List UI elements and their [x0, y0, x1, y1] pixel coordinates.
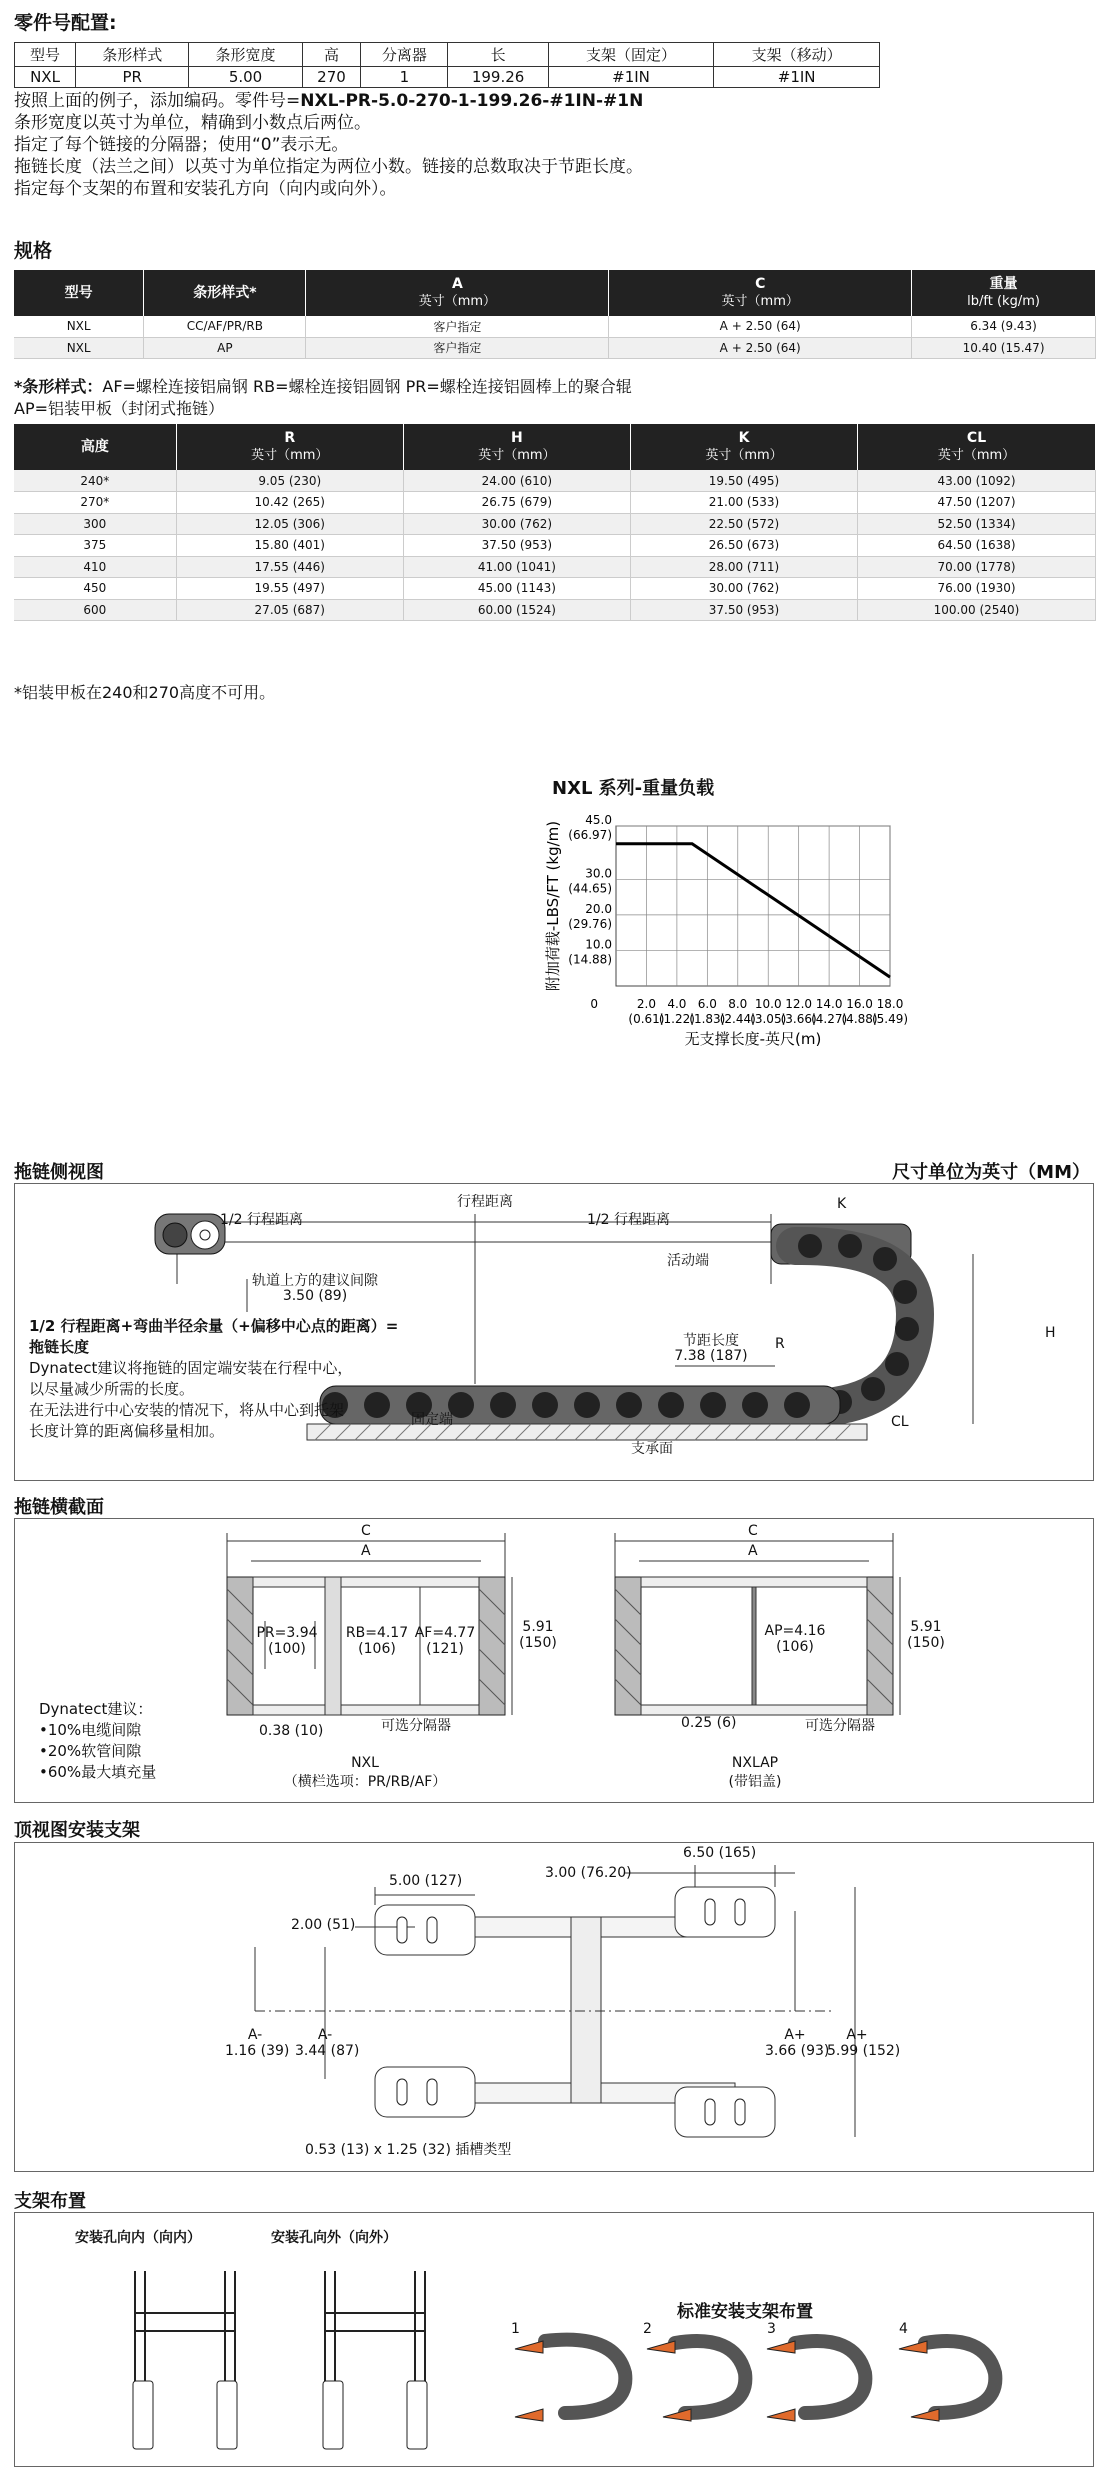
part-number-table — [14, 42, 880, 88]
spec-header — [14, 424, 176, 470]
dim-a-minus-116: A- 1.16 (39) — [225, 2027, 290, 2059]
dim-300: 3.00 (76.20) — [545, 1865, 632, 1881]
x-tick-label: 2.0 — [636, 997, 656, 1011]
part-number-title: 零件号配置: — [14, 12, 117, 34]
y-axis-label: 附加荷载-LBS/FT (kg/m) — [544, 820, 562, 992]
spec-header-main: K — [738, 430, 750, 446]
bracket-box — [14, 2212, 1094, 2467]
r-label: R — [775, 1336, 785, 1352]
plot-area — [616, 826, 890, 986]
a-label-2: A — [748, 1543, 758, 1559]
table-cell: 9.05 (230) — [176, 470, 403, 492]
arrangement-2: 2 — [643, 2321, 652, 2337]
specs-title: 规格 — [14, 240, 53, 262]
x-tick-label-metric: (4.88) — [841, 1012, 878, 1026]
dynatect-recommendation: Dynatect建议： •10%电缆间隙 •20%软管间隙 •60%最大填充量 — [39, 1700, 157, 1781]
arrangement-4: 4 — [899, 2321, 908, 2337]
spec-header — [306, 270, 609, 316]
table-cell: 41.00 (1041) — [403, 556, 630, 578]
table-row — [14, 492, 1096, 514]
y-tick-label: 30.0 — [585, 866, 612, 881]
chain-link — [490, 1392, 516, 1418]
table-row — [14, 556, 1096, 578]
divider-label-1: 可选分隔器 — [381, 1718, 451, 1734]
side-view-title: 拖链侧视图 — [14, 1162, 104, 1183]
table-cell: 270* — [14, 492, 176, 514]
spec-header-main: R — [284, 430, 296, 446]
fixed-end-label: 固定端 — [411, 1412, 453, 1428]
x-tick-label-metric: (0.61) — [628, 1012, 665, 1026]
y-tick-label-metric: (29.76) — [568, 916, 612, 931]
table-cell: 12.05 (306) — [176, 513, 403, 535]
table-cell: 10.42 (265) — [176, 492, 403, 514]
arrangement-1: 1 — [511, 2321, 520, 2337]
clearance-label: 轨道上方的建议间隙 — [252, 1273, 378, 1289]
note-line: 指定了每个链接的分隔器；使用“0”表示无。 — [14, 135, 349, 155]
table-row — [14, 470, 1096, 492]
x-tick-label: 14.0 — [815, 997, 843, 1011]
half-travel-right-label: 1/2 行程距离 — [587, 1212, 670, 1228]
table-cell: 17.55 (446) — [176, 556, 403, 578]
spec-header-main: 型号 — [64, 284, 93, 301]
pitch-value: 7.38 (187) — [674, 1348, 748, 1364]
x-tick-label: 6.0 — [697, 997, 717, 1011]
chain-link — [784, 1392, 810, 1418]
outward-label: 安装孔向外（向外） — [271, 2230, 397, 2246]
x-axis-label: 无支撑长度-英尺(m) — [684, 1030, 822, 1048]
table-cell: NXL — [14, 337, 144, 358]
table-cell: 76.00 (1930) — [858, 578, 1096, 600]
units-note: 尺寸单位为英寸（MM） — [892, 1162, 1090, 1183]
table-cell: 37.50 (953) — [630, 599, 857, 621]
table-cell: 240* — [14, 470, 176, 492]
spec-header — [176, 424, 403, 470]
table-cell: 450 — [14, 578, 176, 600]
table-cell: 27.05 (687) — [176, 599, 403, 621]
divider-label-2: 可选分隔器 — [805, 1718, 875, 1734]
y-tick-label-metric: (44.65) — [568, 881, 612, 896]
table-row — [14, 337, 1096, 358]
pn-value-cell: 270 — [302, 67, 361, 88]
table-row — [14, 535, 1096, 557]
support-label: 支承面 — [631, 1441, 673, 1457]
spec-footnote: *铝装甲板在240和270高度不可用。 — [14, 683, 276, 702]
y-tick-label: 45.0 — [585, 813, 612, 827]
table-cell: 19.55 (497) — [176, 578, 403, 600]
table-cell: AP — [144, 337, 306, 358]
table-cell: 6.34 (9.43) — [912, 316, 1096, 337]
chain-link — [658, 1392, 684, 1418]
spec-header-sub: 英寸（mm） — [937, 448, 1016, 463]
x-tick-label: 16.0 — [846, 997, 873, 1011]
pn-value-cell: 5.00 — [189, 67, 302, 88]
spec-header — [630, 424, 857, 470]
dim-650: 6.50 (165) — [683, 1845, 757, 1861]
table-cell: 300 — [14, 513, 176, 535]
slot-type-label: 0.53 (13) x 1.25 (32) 插槽类型 — [305, 2142, 512, 2158]
table-cell: 64.50 (1638) — [858, 535, 1096, 557]
spec-header-sub: 英寸（mm） — [478, 448, 556, 463]
table-cell: 22.50 (572) — [630, 513, 857, 535]
x-tick-label: 4.0 — [667, 997, 687, 1011]
y-tick-label-metric: (66.97) — [568, 828, 612, 842]
x-tick-label-metric: (3.05) — [750, 1012, 787, 1026]
spec-header-sub: 英寸（mm） — [721, 294, 799, 309]
top-view-title: 顶视图安装支架 — [14, 1820, 140, 1841]
pn-value-cell: 199.26 — [448, 67, 548, 88]
y-tick-label: 10.0 — [585, 937, 612, 952]
half-travel-left-label: 1/2 行程距离 — [220, 1212, 303, 1228]
nxl-name: NXL （横栏选项：PR/RB/AF） — [283, 1755, 447, 1790]
table-row — [14, 578, 1096, 600]
pn-header-cell: 型号 — [15, 43, 76, 67]
table-cell: 45.00 (1143) — [403, 578, 630, 600]
spec-header — [609, 270, 912, 316]
spec-header-main: H — [511, 430, 523, 446]
table-cell: 47.50 (1207) — [858, 492, 1096, 514]
spec-header-main: CL — [966, 430, 987, 446]
travel-label: 行程距离 — [457, 1194, 513, 1210]
moving-end-label: 活动端 — [667, 1253, 709, 1269]
spec-header — [858, 424, 1096, 470]
pr-label: PR=3.94 (100) — [256, 1625, 318, 1657]
part-number-notes — [14, 90, 643, 200]
pn-value-cell: #1IN — [714, 67, 880, 88]
cl-label: CL — [891, 1414, 909, 1430]
cross-section-drawing — [15, 1519, 1093, 1802]
table-cell: A + 2.50 (64) — [609, 316, 912, 337]
offset-label-1: 0.38 (10) — [259, 1723, 324, 1739]
x-tick-label: 12.0 — [785, 997, 813, 1011]
pn-header-cell: 支架（固定） — [548, 43, 714, 67]
x-tick-label-metric: (1.22) — [658, 1012, 695, 1026]
dim-200: 2.00 (51) — [291, 1917, 356, 1933]
pn-value-cell: 1 — [361, 67, 448, 88]
table-cell: 19.50 (495) — [630, 470, 857, 492]
spec-header-sub: 英寸（mm） — [705, 448, 783, 463]
clearance-value: 3.50 (89) — [282, 1288, 348, 1304]
c-label-1: C — [361, 1523, 371, 1539]
pn-value-cell: PR — [76, 67, 189, 88]
table-cell: 43.00 (1092) — [858, 470, 1096, 492]
table-cell: 30.00 (762) — [630, 578, 857, 600]
table-cell: 26.50 (673) — [630, 535, 857, 557]
pn-value-cell: NXL — [15, 67, 76, 88]
pn-header-cell: 分离器 — [361, 43, 448, 67]
table-cell: 100.00 (2540) — [858, 599, 1096, 621]
table-cell: 37.50 (953) — [403, 535, 630, 557]
table-cell: 15.80 (401) — [176, 535, 403, 557]
spec-header-main: 条形样式* — [193, 284, 257, 301]
pn-header-cell: 条形样式 — [76, 43, 189, 67]
example-line: 按照上面的例子，添加编码。零件号=NXL-PR-5.0-270-1-199.26-#1IN-#1N — [14, 91, 644, 111]
table-cell: 60.00 (1524) — [403, 599, 630, 621]
spec-header-main: 高度 — [80, 438, 109, 455]
table-cell: 52.50 (1334) — [858, 513, 1096, 535]
k-label: K — [837, 1196, 847, 1212]
note-line: 拖链长度（法兰之间）以英寸为单位指定为两位小数。链接的总数取决于节距长度。 — [14, 157, 643, 177]
table-cell: A + 2.50 (64) — [609, 337, 912, 358]
spec-header — [403, 424, 630, 470]
note-line: 指定每个支架的布置和安装孔方向（向内或向外）。 — [14, 179, 397, 199]
ap-label: AP=4.16 (106) — [764, 1623, 826, 1655]
x-tick-label: 18.0 — [876, 997, 904, 1011]
chain-link — [574, 1392, 600, 1418]
y-tick-label: 20.0 — [585, 901, 612, 916]
spec-header-sub: lb/ft (kg/m) — [967, 294, 1040, 309]
c-label-2: C — [748, 1523, 758, 1539]
table-row — [14, 599, 1096, 621]
example-code: NXL-PR-5.0-270-1-199.26-#1IN-#1N — [300, 91, 644, 111]
length-formula: 1/2 行程距离+弯曲半径余量（+偏移中心点的距离）=拖链长度 — [29, 1317, 399, 1356]
table-cell: 70.00 (1778) — [858, 556, 1096, 578]
table-cell: 客户指定 — [306, 337, 609, 358]
table-cell: 10.40 (15.47) — [912, 337, 1096, 358]
origin-label: 0 — [590, 997, 598, 1011]
height-label-2: 5.91 (150) — [907, 1619, 945, 1651]
inward-label: 安装孔向内（向内） — [75, 2230, 201, 2246]
spec-table-1 — [14, 270, 1096, 359]
pitch-label: 节距长度 — [683, 1333, 739, 1349]
table-row — [14, 316, 1096, 337]
nxlap-name: NXLAP (带铝盖) — [728, 1755, 782, 1790]
chain-link — [616, 1392, 642, 1418]
pn-header-cell: 支架（移动） — [714, 43, 880, 67]
cross-section-title: 拖链横截面 — [14, 1497, 104, 1518]
spec-header-main: A — [451, 276, 463, 292]
top-view-drawing — [15, 1843, 1093, 2171]
table-cell: CC/AF/PR/RB — [144, 316, 306, 337]
table-cell: 21.00 (533) — [630, 492, 857, 514]
spec-table-2 — [14, 424, 1096, 621]
chart-title: NXL 系列-重量负载 — [552, 778, 715, 799]
spec-header — [144, 270, 306, 316]
chain-link — [532, 1392, 558, 1418]
dim-a-plus-366: A+ 3.66 (93) — [765, 2027, 830, 2059]
table-row — [14, 513, 1096, 535]
spec-header — [14, 270, 144, 316]
x-tick-label: 10.0 — [754, 997, 782, 1011]
dim-500: 5.00 (127) — [389, 1873, 463, 1889]
af-label: AF=4.77 (121) — [414, 1625, 476, 1657]
table-cell: 客户指定 — [306, 316, 609, 337]
spec-header-sub: 英寸（mm） — [418, 294, 497, 309]
spec-header-sub: 英寸（mm） — [251, 448, 329, 463]
pn-header-cell: 长 — [448, 43, 548, 67]
side-view-desc: Dynatect建议将拖链的固定端安装在行程中心， 以尽量减少所需的长度。 在无法进行中心安装的情况下，将从中心到托架 长度计算的距离偏移量相加。 — [29, 1359, 353, 1440]
table-cell: 26.75 (679) — [403, 492, 630, 514]
dim-a-plus-599: A+ 5.99 (152) — [827, 2027, 901, 2059]
dim-a-minus-344: A- 3.44 (87) — [295, 2027, 360, 2059]
weight-load-line — [616, 844, 890, 977]
table-cell: 375 — [14, 535, 176, 557]
pn-header-cell: 条形宽度 — [189, 43, 302, 67]
x-tick-label-metric: (5.49) — [871, 1012, 909, 1026]
y-tick-label-metric: (14.88) — [568, 952, 612, 967]
top-view-box — [14, 1842, 1094, 2172]
chain-link — [700, 1392, 726, 1418]
x-tick-label-metric: (3.66) — [780, 1012, 817, 1026]
pn-value-cell: #1IN — [548, 67, 714, 88]
x-tick-label-metric: (2.44) — [719, 1012, 756, 1026]
std-bracket-title: 标准安装支架布置 — [677, 2302, 813, 2322]
x-tick-label: 8.0 — [728, 997, 748, 1011]
arrangement-3: 3 — [767, 2321, 776, 2337]
bar-style-note: *条形样式：AF=螺栓连接铝扁钢 RB=螺栓连接铝圆钢 PR=螺栓连接铝圆棒上的聚合辊 AP=铝装甲板（封闭式拖链） — [14, 377, 632, 418]
table-cell: 600 — [14, 599, 176, 621]
weight-load-chart — [530, 808, 1090, 1138]
rb-label: RB=4.17 (106) — [345, 1625, 409, 1657]
pn-header-cell: 高 — [302, 43, 361, 67]
spec-header — [912, 270, 1096, 316]
table-cell: 410 — [14, 556, 176, 578]
cross-section-box — [14, 1518, 1094, 1803]
side-view-box — [14, 1183, 1094, 1481]
bracket-drawing — [15, 2213, 1093, 2466]
x-tick-label-metric: (1.83) — [689, 1012, 726, 1026]
spec-header-main: 重量 — [989, 276, 1018, 292]
table-cell: 30.00 (762) — [403, 513, 630, 535]
height-label-1: 5.91 (150) — [519, 1619, 557, 1651]
table-cell: 24.00 (610) — [403, 470, 630, 492]
h-label: H — [1045, 1325, 1056, 1341]
offset-label-2: 0.25 (6) — [681, 1715, 737, 1731]
chain-link — [742, 1392, 768, 1418]
table-cell: NXL — [14, 316, 144, 337]
x-tick-label-metric: (4.27) — [811, 1012, 848, 1026]
a-label-1: A — [361, 1543, 371, 1559]
bracket-title: 支架布置 — [14, 2191, 86, 2212]
note-line: 条形宽度以英寸为单位，精确到小数点后两位。 — [14, 113, 371, 133]
spec-header-main: C — [755, 276, 766, 292]
table-cell: 28.00 (711) — [630, 556, 857, 578]
